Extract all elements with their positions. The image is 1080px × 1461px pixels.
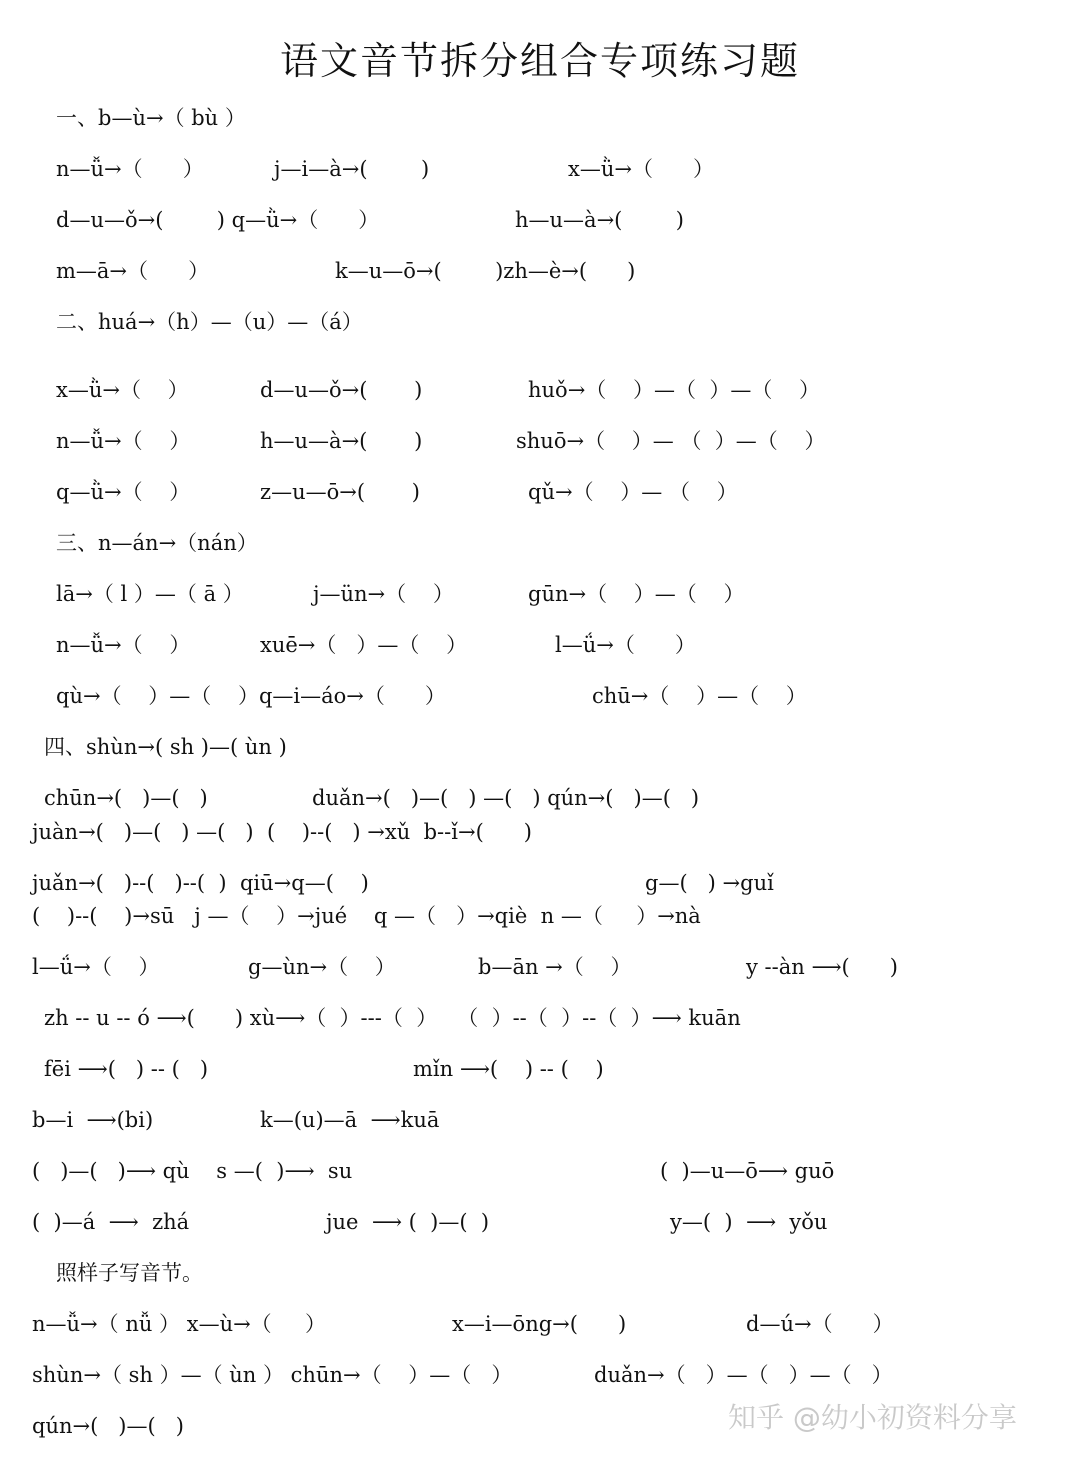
exercise-line: [0, 1001, 1080, 1035]
exercise-line: [0, 577, 1080, 611]
exercise-item: k—(u)—ā ⟶kuā: [260, 1108, 440, 1132]
exercise-item: xuē→（ ）—（ ）: [260, 633, 468, 657]
exercise-item: ( )--( )→sū j —（ ）→jué q —（ ）→qiè n —（ ）→nà: [32, 904, 701, 928]
exercise-item: d—ú→（ ）: [746, 1312, 894, 1336]
exercise-item: j—i—à→( ): [274, 157, 430, 181]
exercise-item: lā→（ l ）—（ ā ）: [56, 582, 244, 606]
exercise-item: ( )—á ⟶ zhá: [32, 1210, 190, 1234]
exercise-line: [0, 1358, 1080, 1392]
exercise-item: ( )—( )⟶ qù s —( )⟶ su: [32, 1159, 353, 1183]
exercise-item: y --àn ⟶( ): [746, 955, 898, 979]
exercise-line: [0, 1307, 1080, 1341]
exercise-item: 照样子写音节。: [56, 1261, 203, 1285]
exercise-item: n—ǚ→（ nǚ ） x—ù→（ ）: [32, 1312, 327, 1336]
watermark: 知乎 @幼小初资料分享: [728, 1401, 1017, 1434]
exercise-item: juǎn→( )--( )--( ) qiū→q—( ): [32, 871, 369, 895]
exercise-line: [0, 1103, 1080, 1137]
exercise-item: juàn→( )—( ) —( ) ( )--( ) →xǔ b--ǐ→( ): [32, 820, 533, 844]
exercise-item: qún→( )—( ): [32, 1414, 184, 1438]
exercise-item: q—ǜ→（ ）: [56, 480, 191, 504]
exercise-line: [0, 679, 1080, 713]
exercise-line: [0, 203, 1080, 237]
exercise-item: jue ⟶ ( )—( ): [326, 1210, 490, 1234]
exercise-line: [0, 781, 1080, 815]
exercise-item: chū→（ ）—（ ）: [592, 684, 807, 708]
exercise-item: d—u—ǒ→( ): [260, 378, 423, 402]
exercise-item: h—u—à→( ): [260, 429, 423, 453]
exercise-item: y—( ) ⟶ yǒu: [670, 1210, 828, 1234]
exercise-item: b—i ⟶(bi): [32, 1108, 154, 1132]
exercise-line: [0, 254, 1080, 288]
exercise-item: x—i—ōng→( ): [452, 1312, 627, 1336]
exercise-line: [0, 526, 1080, 560]
exercise-item: qǔ→（ ）— （ ）: [528, 480, 738, 504]
exercise-line: [0, 1205, 1080, 1239]
exercise-line: [0, 815, 1080, 849]
exercise-item: x—ǜ→（ ）: [56, 378, 189, 402]
exercise-line: [0, 152, 1080, 186]
exercise-line: [0, 373, 1080, 407]
exercise-item: 三、n—án→（nán）: [56, 531, 258, 555]
page-title: 语文音节拆分组合专项练习题: [279, 39, 800, 83]
exercise-item: g—ùn→（ ）: [248, 955, 396, 979]
exercise-item: n—ǚ→（ ）: [56, 157, 204, 181]
exercise-line: [0, 424, 1080, 458]
exercise-item: l—ǘ→（ ）: [32, 955, 160, 979]
exercise-item: ( )—u—ō⟶ guō: [660, 1159, 835, 1183]
exercise-item: zh -- u -- ó ⟶( ) xù⟶（ ）---（ ） （ ）--（ ）--（ ）⟶ kuān: [44, 1006, 741, 1030]
exercise-item: duǎn→（ ）—（ ）—（ ）: [594, 1363, 893, 1387]
exercise-item: chūn→( )—( ): [44, 786, 208, 810]
exercise-line: [0, 1052, 1080, 1086]
exercise-item: g—( ) →guǐ: [645, 871, 774, 895]
exercise-item: m—ā→（ ）: [56, 259, 210, 283]
exercise-item: 二、huá→（h）—（u）—（á）: [56, 310, 363, 334]
exercise-item: l—ǘ→（ ）: [555, 633, 696, 657]
exercise-item: qù→（ ）—（ ）q—i—áo→（ ）: [56, 684, 446, 708]
exercise-item: shuō→（ ）— （ ）—（ ）: [516, 429, 826, 453]
exercise-line: [0, 866, 1080, 900]
exercise-item: 四、shùn→( sh )—( ùn ): [44, 735, 287, 759]
exercise-item: x—ǜ→（ ）: [568, 157, 715, 181]
exercise-item: d—u—ǒ→( ) q—ǜ→（ ）: [56, 208, 380, 232]
exercise-item: fēi ⟶( ) -- ( ): [44, 1057, 209, 1081]
exercise-item: h—u—à→( ): [515, 208, 684, 232]
exercise-line: [0, 899, 1080, 933]
exercise-item: huǒ→（ ）—（ ）—（ ）: [528, 378, 821, 402]
exercise-item: 一、b—ù→（ bù ）: [56, 106, 246, 130]
exercise-item: mǐn ⟶( ) -- ( ): [413, 1057, 604, 1081]
exercise-item: shùn→（ sh ）—（ ùn ） chūn→（ ）—（ ）: [32, 1363, 513, 1387]
exercise-item: gūn→（ ）—（ ）: [528, 582, 745, 606]
exercise-item: b—ān →（ ）: [478, 955, 632, 979]
exercise-line: [0, 1256, 1080, 1290]
exercise-line: [0, 628, 1080, 662]
exercise-item: n—ǚ→（ ）: [56, 633, 191, 657]
exercise-item: j—ün→（ ）: [313, 582, 454, 606]
exercise-line: [0, 950, 1080, 984]
exercise-line: [0, 305, 1080, 339]
exercise-line: [0, 475, 1080, 509]
exercise-item: k—u—ō→( )zh—è→( ): [335, 259, 636, 283]
exercise-item: n—ǚ→（ ）: [56, 429, 191, 453]
exercise-item: duǎn→( )—( ) —( ) qún→( )—( ): [312, 786, 700, 810]
exercise-line: [0, 101, 1080, 135]
exercise-item: z—u—ō→( ): [260, 480, 420, 504]
exercise-line: [0, 1154, 1080, 1188]
exercise-line: [0, 730, 1080, 764]
